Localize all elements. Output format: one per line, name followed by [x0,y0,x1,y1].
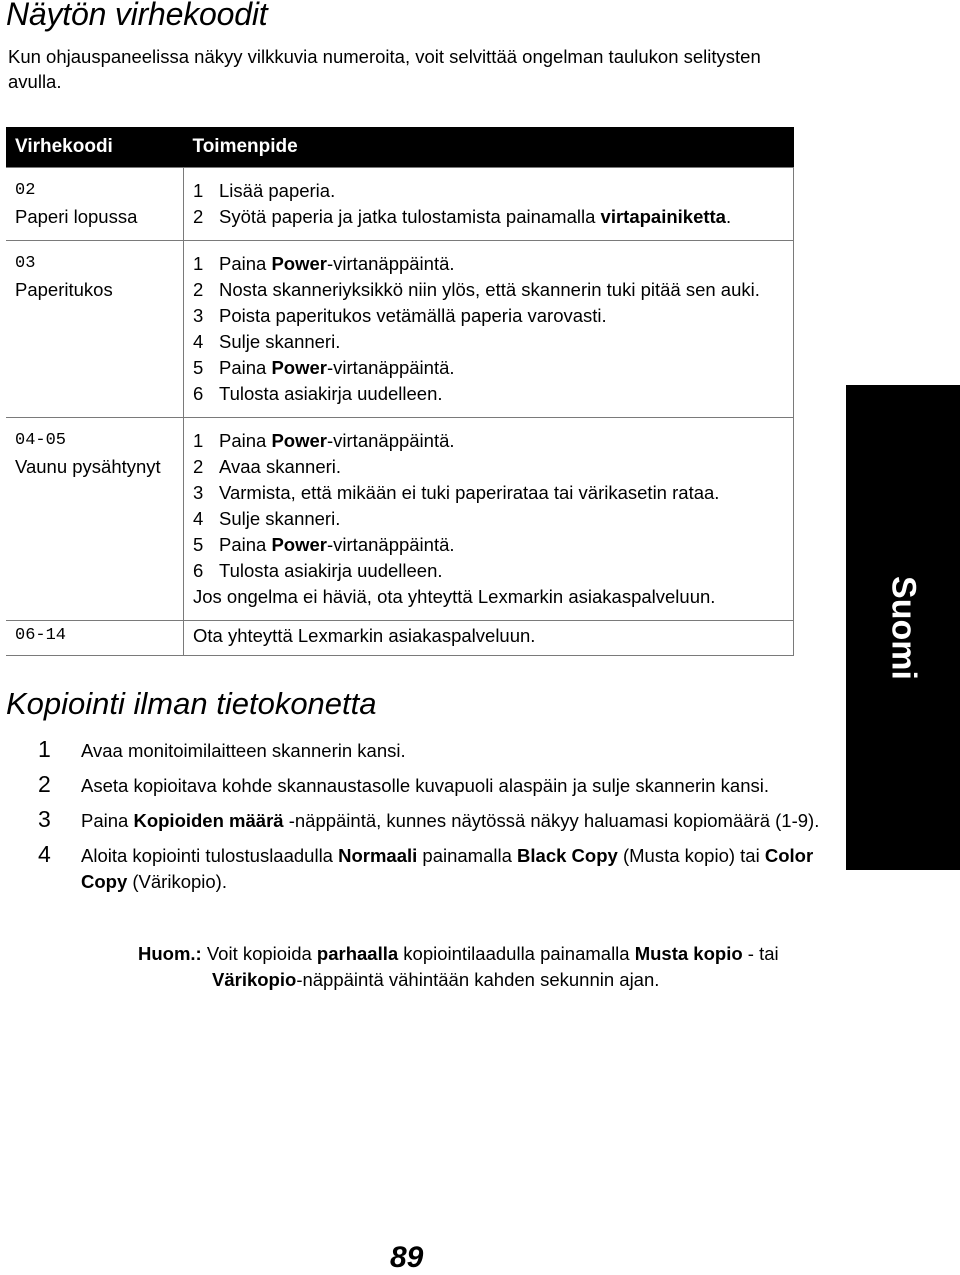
step-number: 1 [193,253,204,274]
copy-step [0,738,820,764]
step-number: 5 [193,534,204,555]
note-line-1 [207,943,779,964]
emphasis-text: Värikopio [212,969,297,990]
action-cell [184,168,794,241]
step-number: 2 [193,206,204,227]
text-run: Paina [219,534,272,555]
section-title: Kopiointi ilman tietokonetta [6,686,377,721]
text-run: Tulosta asiakirja uudelleen. [219,383,443,404]
language-tab [846,385,960,870]
action-step [193,355,789,381]
table-row [6,241,794,418]
action-step [193,277,789,303]
page-number: 89 [390,1241,424,1274]
text-run: -virtanäppäintä. [327,357,455,378]
text-run: Paina [219,253,272,274]
emphasis-text: Power [271,534,327,555]
text-run: painamalla [417,845,518,866]
emphasis-text: parhaalla [316,943,399,964]
note-label: Huom.: [138,943,207,964]
action-cell [184,621,794,656]
table-row [6,621,794,656]
text-run: Varmista, että mikään ei tuki paperirataa tai värikasetin rataa. [219,482,720,503]
emphasis-text: virtapainiketta [600,206,726,227]
step-number: 3 [193,305,204,326]
error-code: 03 [15,254,36,273]
error-code: 04-05 [15,431,67,450]
text-run: Jos ongelma ei häviä, ota yhteyttä Lexmarkin asiakaspalveluun. [193,586,716,607]
language-tab-label: Suomi [884,575,923,680]
text-run: Syötä paperia ja jatka tulostamista painamalla [219,206,601,227]
step-number: 5 [193,357,204,378]
action-step [193,454,789,480]
emphasis-text: Normaali [338,845,418,866]
text-run: -virtanäppäintä. [327,534,455,555]
error-description: Paperi lopussa [15,206,138,227]
text-run: Aseta kopioitava kohde skannaustasolle kuvapuoli alaspäin ja sulje skannerin kansi. [81,775,770,796]
step-number: 3 [193,482,204,503]
copy-steps-list [0,738,820,904]
action-step [193,178,789,204]
text-run: Sulje skanneri. [219,331,341,352]
step-number: 4 [193,508,204,529]
table-row [6,168,794,241]
action-step [193,428,789,454]
table-row [6,418,794,621]
text-run: . [725,206,732,227]
text-run: kopiointilaadulla painamalla [398,943,635,964]
text-run: Paina [81,810,134,831]
action-step [193,480,789,506]
action-step [193,204,789,230]
step-number: 1 [193,430,204,451]
emphasis-text: Musta kopio [634,943,743,964]
emphasis-text: Kopioiden määrä [133,810,284,831]
text-run: Avaa monitoimilaitteen skannerin kansi. [81,740,406,761]
table-body [6,168,794,656]
text-run: Ota yhteyttä Lexmarkin asiakaspalveluun. [193,625,536,646]
text-run: -näppäintä vähintään kahden sekunnin ajan. [296,969,660,990]
emphasis-text: Power [271,357,327,378]
step-number: 6 [193,383,204,404]
emphasis-text: Color Copy [81,845,814,892]
note [138,941,818,993]
action-step [193,329,789,355]
step-number: 4 [193,331,204,352]
text-run: -virtanäppäintä. [327,253,455,274]
error-code: 02 [15,181,36,200]
copy-step [0,808,820,834]
text-run: Poista paperitukos vetämällä paperia varovasti. [219,305,607,326]
action-step [193,506,789,532]
text-run: -näppäintä, kunnes näytössä näkyy haluamasi kopiomäärä (1-9). [283,810,820,831]
step-number: 3 [38,806,51,832]
page-title: Näytön virhekoodit [6,0,268,32]
text-run: -virtanäppäintä. [327,430,455,451]
text-run: Avaa skanneri. [219,456,342,477]
text-run: Nosta skanneriyksikkö niin ylös, että skannerin tuki pitää sen auki. [219,279,760,300]
text-run: (Musta kopio) tai [617,845,765,866]
error-code-cell [6,168,184,241]
error-code-cell [6,241,184,418]
error-code: 06-14 [15,626,67,645]
action-step [193,381,789,407]
header-action: Toimenpide [184,127,794,168]
action-step [193,303,789,329]
intro-text: Kun ohjauspaneelissa näkyy vilkkuvia numeroita, voit selvittää ongelman taulukon selitysten avulla. [8,46,761,92]
text-run: Lisää paperia. [219,180,336,201]
step-number: 2 [193,456,204,477]
error-code-table [6,127,794,656]
action-step [193,623,789,649]
copy-step [0,773,820,799]
action-step [193,251,789,277]
step-number: 1 [38,736,51,762]
step-number: 1 [193,180,204,201]
header-error-code: Virhekoodi [6,127,184,168]
step-number: 2 [38,771,51,797]
error-code-cell [6,621,184,656]
emphasis-text: Power [271,430,327,451]
step-number: 6 [193,560,204,581]
text-run: Tulosta asiakirja uudelleen. [219,560,443,581]
action-step [193,532,789,558]
emphasis-text: Black Copy [517,845,618,866]
action-step [193,584,789,610]
error-code-cell [6,418,184,621]
text-run: - tai [742,943,779,964]
copy-step [0,843,820,895]
text-run: Aloita kopiointi tulostuslaadulla [81,845,339,866]
text-run: Paina [219,430,272,451]
action-step [193,558,789,584]
table-header-row [6,127,794,168]
step-number: 4 [38,841,51,867]
text-run: Voit kopioida [206,943,317,964]
text-run: Paina [219,357,272,378]
step-number: 2 [193,279,204,300]
emphasis-text: Power [271,253,327,274]
error-description: Paperitukos [15,279,113,300]
error-description: Vaunu pysähtynyt [15,456,161,477]
action-cell [184,418,794,621]
text-run: Sulje skanneri. [219,508,341,529]
action-cell [184,241,794,418]
text-run: (Värikopio). [127,871,227,892]
note-line-2 [138,967,818,993]
